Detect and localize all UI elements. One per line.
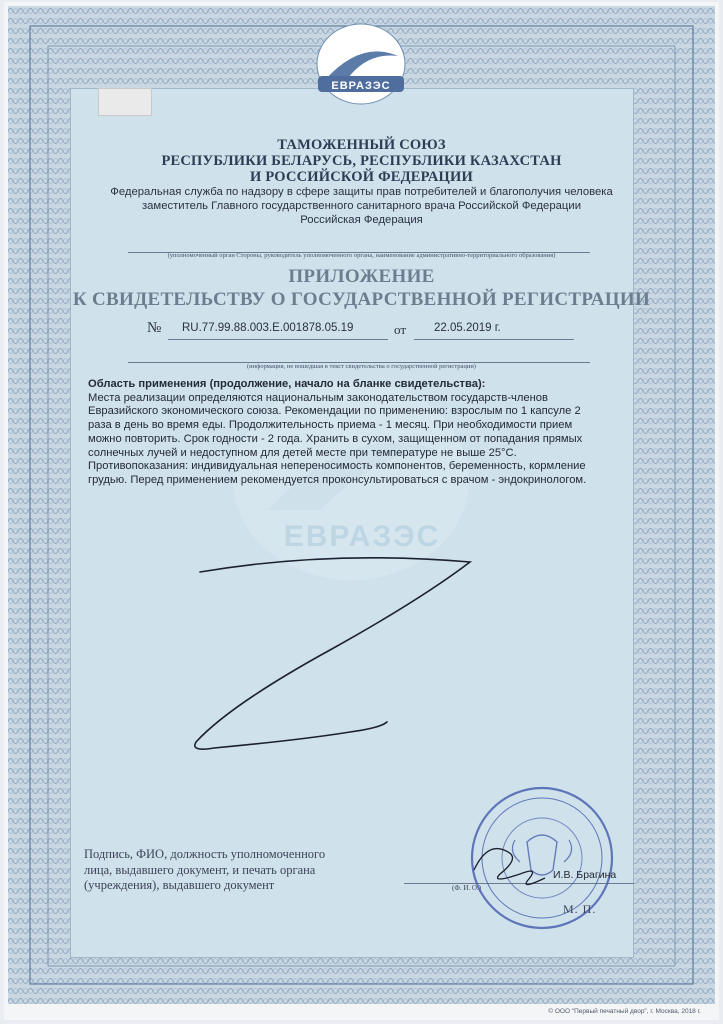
union-title-line2: РЕСПУБЛИКИ БЕЛАРУСЬ, РЕСПУБЛИКИ КАЗАХСТАН (161, 153, 562, 169)
signature-caption-line3: (учреждения), выдавшего документ (84, 878, 275, 892)
body-line: Противопоказания: индивидуальная непереносимость компонентов, беременность, кормление (88, 460, 586, 473)
number-label: № (147, 320, 162, 336)
body-line: грудью. Перед применением рекомендуется проконсультироваться с врачом - эндокринологом. (88, 473, 587, 486)
agency-line1: Федеральная служба по надзору в сфере защиты прав потребителей и благополучия человека (110, 186, 613, 198)
registration-number: RU.77.99.88.003.E.001878.05.19 (182, 322, 354, 334)
agency-line2: заместитель Главного государственного санитарного врача Российской Федерации (141, 200, 582, 212)
signature-caption-line2: лица, выдавшего документ, и печать органа (84, 862, 316, 877)
title-line1: ПРИЛОЖЕНИЕ (288, 266, 435, 287)
logo-label: ЕВРАЗЭС (331, 80, 391, 92)
fio-caption: (Ф. И. О.) (452, 884, 482, 892)
union-title-line1: ТАМОЖЕННЫЙ СОЮЗ (277, 137, 446, 153)
seal-caption: М. П. (563, 902, 597, 916)
title-line2: К СВИДЕТЕЛЬСТВУ О ГОСУДАРСТВЕННОЙ РЕГИСТРАЦИИ (72, 289, 651, 310)
body-line: раза в день во время еды. Продолжительность приема - 1 месяц. При необходимости прием (88, 419, 573, 432)
printer-footer: © ООО "Первый печатный двор", г. Москва, 2018 г. (548, 1008, 701, 1015)
agency-line3: Российская Федерация (300, 214, 423, 226)
body-line: Евразийского экономического союза. Рекомендации по применению: взрослым по 1 капсуле 2 (88, 405, 581, 418)
body-line: солнечных лучей и недоступном для детей месте при температуре не выше 25°С. (88, 446, 517, 459)
body-line: можно повторить. Срок годности - 2 года. Хранить в сухом, защищенном от попадания прямых (88, 432, 583, 445)
authority-caption: (уполномоченный орган Стороны, руководитель уполномоченного органа, наименование административно-территориального образования) (167, 252, 556, 259)
signer-name: И.В. Брагина (553, 869, 617, 881)
info-caption: (информация, не вошедшая в текст свидетельства о государственной регистрации) (247, 363, 476, 370)
body-line: Места реализации определяются национальным законодательством государств-членов (88, 391, 548, 404)
date-label: от (394, 322, 407, 337)
watermark-label: ЕВРАЗЭС (283, 520, 441, 553)
signature-caption-line1: Подпись, ФИО, должность уполномоченного (84, 847, 326, 861)
union-title-line3: И РОССИЙСКОЙ ФЕДЕРАЦИИ (250, 169, 473, 185)
registration-date: 22.05.2019 г. (434, 322, 501, 334)
application-heading: Область применения (продолжение, начало на бланке свидетельства): (88, 378, 486, 390)
